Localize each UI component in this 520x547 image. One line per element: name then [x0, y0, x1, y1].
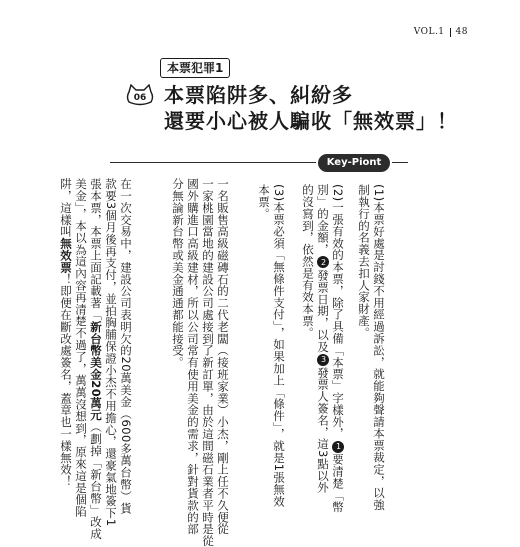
kp2-line1b: 要清楚「幣 — [331, 453, 345, 513]
keypoint-item-3 — [256, 184, 286, 508]
kp3-marker: (3) — [272, 184, 286, 202]
p2-line3b: （劃掉「新台幣」改成 — [89, 420, 103, 540]
p2-line1: 在一次交易中，建設公司表明欠的20萬美金（600多萬台幣）貨 — [119, 178, 133, 515]
keypoint-label: Key-Piont — [318, 154, 390, 172]
category-label: 本票犯罪1 — [160, 58, 230, 78]
title-line-1: 本票陷阱多、糾紛多 — [164, 83, 353, 107]
keypoint-item-1 — [356, 184, 386, 511]
p2-line2: 款要3個月後再支付，並拍胸脯保證小杰不用擔心，還豪氣地簽下1 — [104, 178, 118, 527]
keypoint-rule-right — [392, 162, 408, 163]
p2-line5b: ！即便在斷改處簽名，蓋章也一樣無效！ — [59, 273, 73, 488]
bold-invalid-ticket: 無效票 — [59, 237, 73, 274]
kp2-line3: 的沒寫到，依然是有效本票。 — [301, 184, 315, 339]
p2-line3a: 張本票，本票上面記載著「 — [89, 178, 103, 321]
p1-line4: 分無論新台幣或美金通通都能接受。 — [171, 178, 185, 369]
p1-line1: 一名販售高級磁磚石的二代老闆（接班家業）小杰，剛上任不久便從 — [216, 178, 230, 535]
kp3-line1: 本票必須「無條件支付」，如果加上「條件」，就是1張無效 — [272, 201, 286, 508]
body-paragraph-1 — [170, 178, 230, 547]
cat-badge-icon — [125, 84, 155, 106]
page-folio — [414, 27, 468, 37]
p2-line4: 美金」，本以為這內容再清楚不過了，萬萬沒想到，原來這是個陷 — [74, 178, 88, 518]
p1-line3: 國外購進口高級建材，所以公司常有使用美金的需求，針對貨款的部 — [186, 178, 200, 535]
kp1-marker: (1) — [372, 184, 386, 202]
kp1-line2: 制執行的名義去扣人家財產。 — [357, 184, 371, 339]
kp2-line2a: 別」的金額， — [316, 184, 330, 256]
circle-number-2: 2 — [319, 257, 328, 268]
kp2-marker: (2) — [331, 184, 345, 202]
circle-number-3: 3 — [319, 355, 328, 365]
page-number: 48 — [455, 27, 468, 37]
p2-line5a: 阱，這樣叫 — [59, 178, 73, 238]
kp2-line2c: 發票人簽名，這3點以外 — [316, 366, 330, 494]
kp1-line1: 本票好處是討錢不用經過訴訟，就能夠聲請本票裁定，以強 — [372, 201, 386, 511]
kp2-line2b: 發票日期，以及 — [316, 269, 330, 353]
volume-label: VOL.1 — [413, 27, 445, 37]
keypoint-item-2 — [300, 184, 345, 513]
body-paragraph-2 — [58, 178, 133, 540]
circle-number-1: 1 — [334, 441, 343, 452]
article-number: 06 — [133, 93, 147, 103]
bold-amount: 新台幣美金20萬元 — [89, 320, 103, 421]
folio-divider — [450, 28, 451, 37]
p1-line2: 一家桃園當地的建設公司處接到了新訂單，由於這間磁石業者平時是從 — [201, 178, 215, 547]
kp3-line2: 本票。 — [257, 184, 271, 220]
keypoint-rule-left — [110, 162, 316, 163]
title-line-2: 還要小心被人騙收「無效票」！ — [164, 109, 458, 133]
kp2-line1a: 一張有效的本票，除了具備「本票」字樣外， — [331, 201, 345, 440]
